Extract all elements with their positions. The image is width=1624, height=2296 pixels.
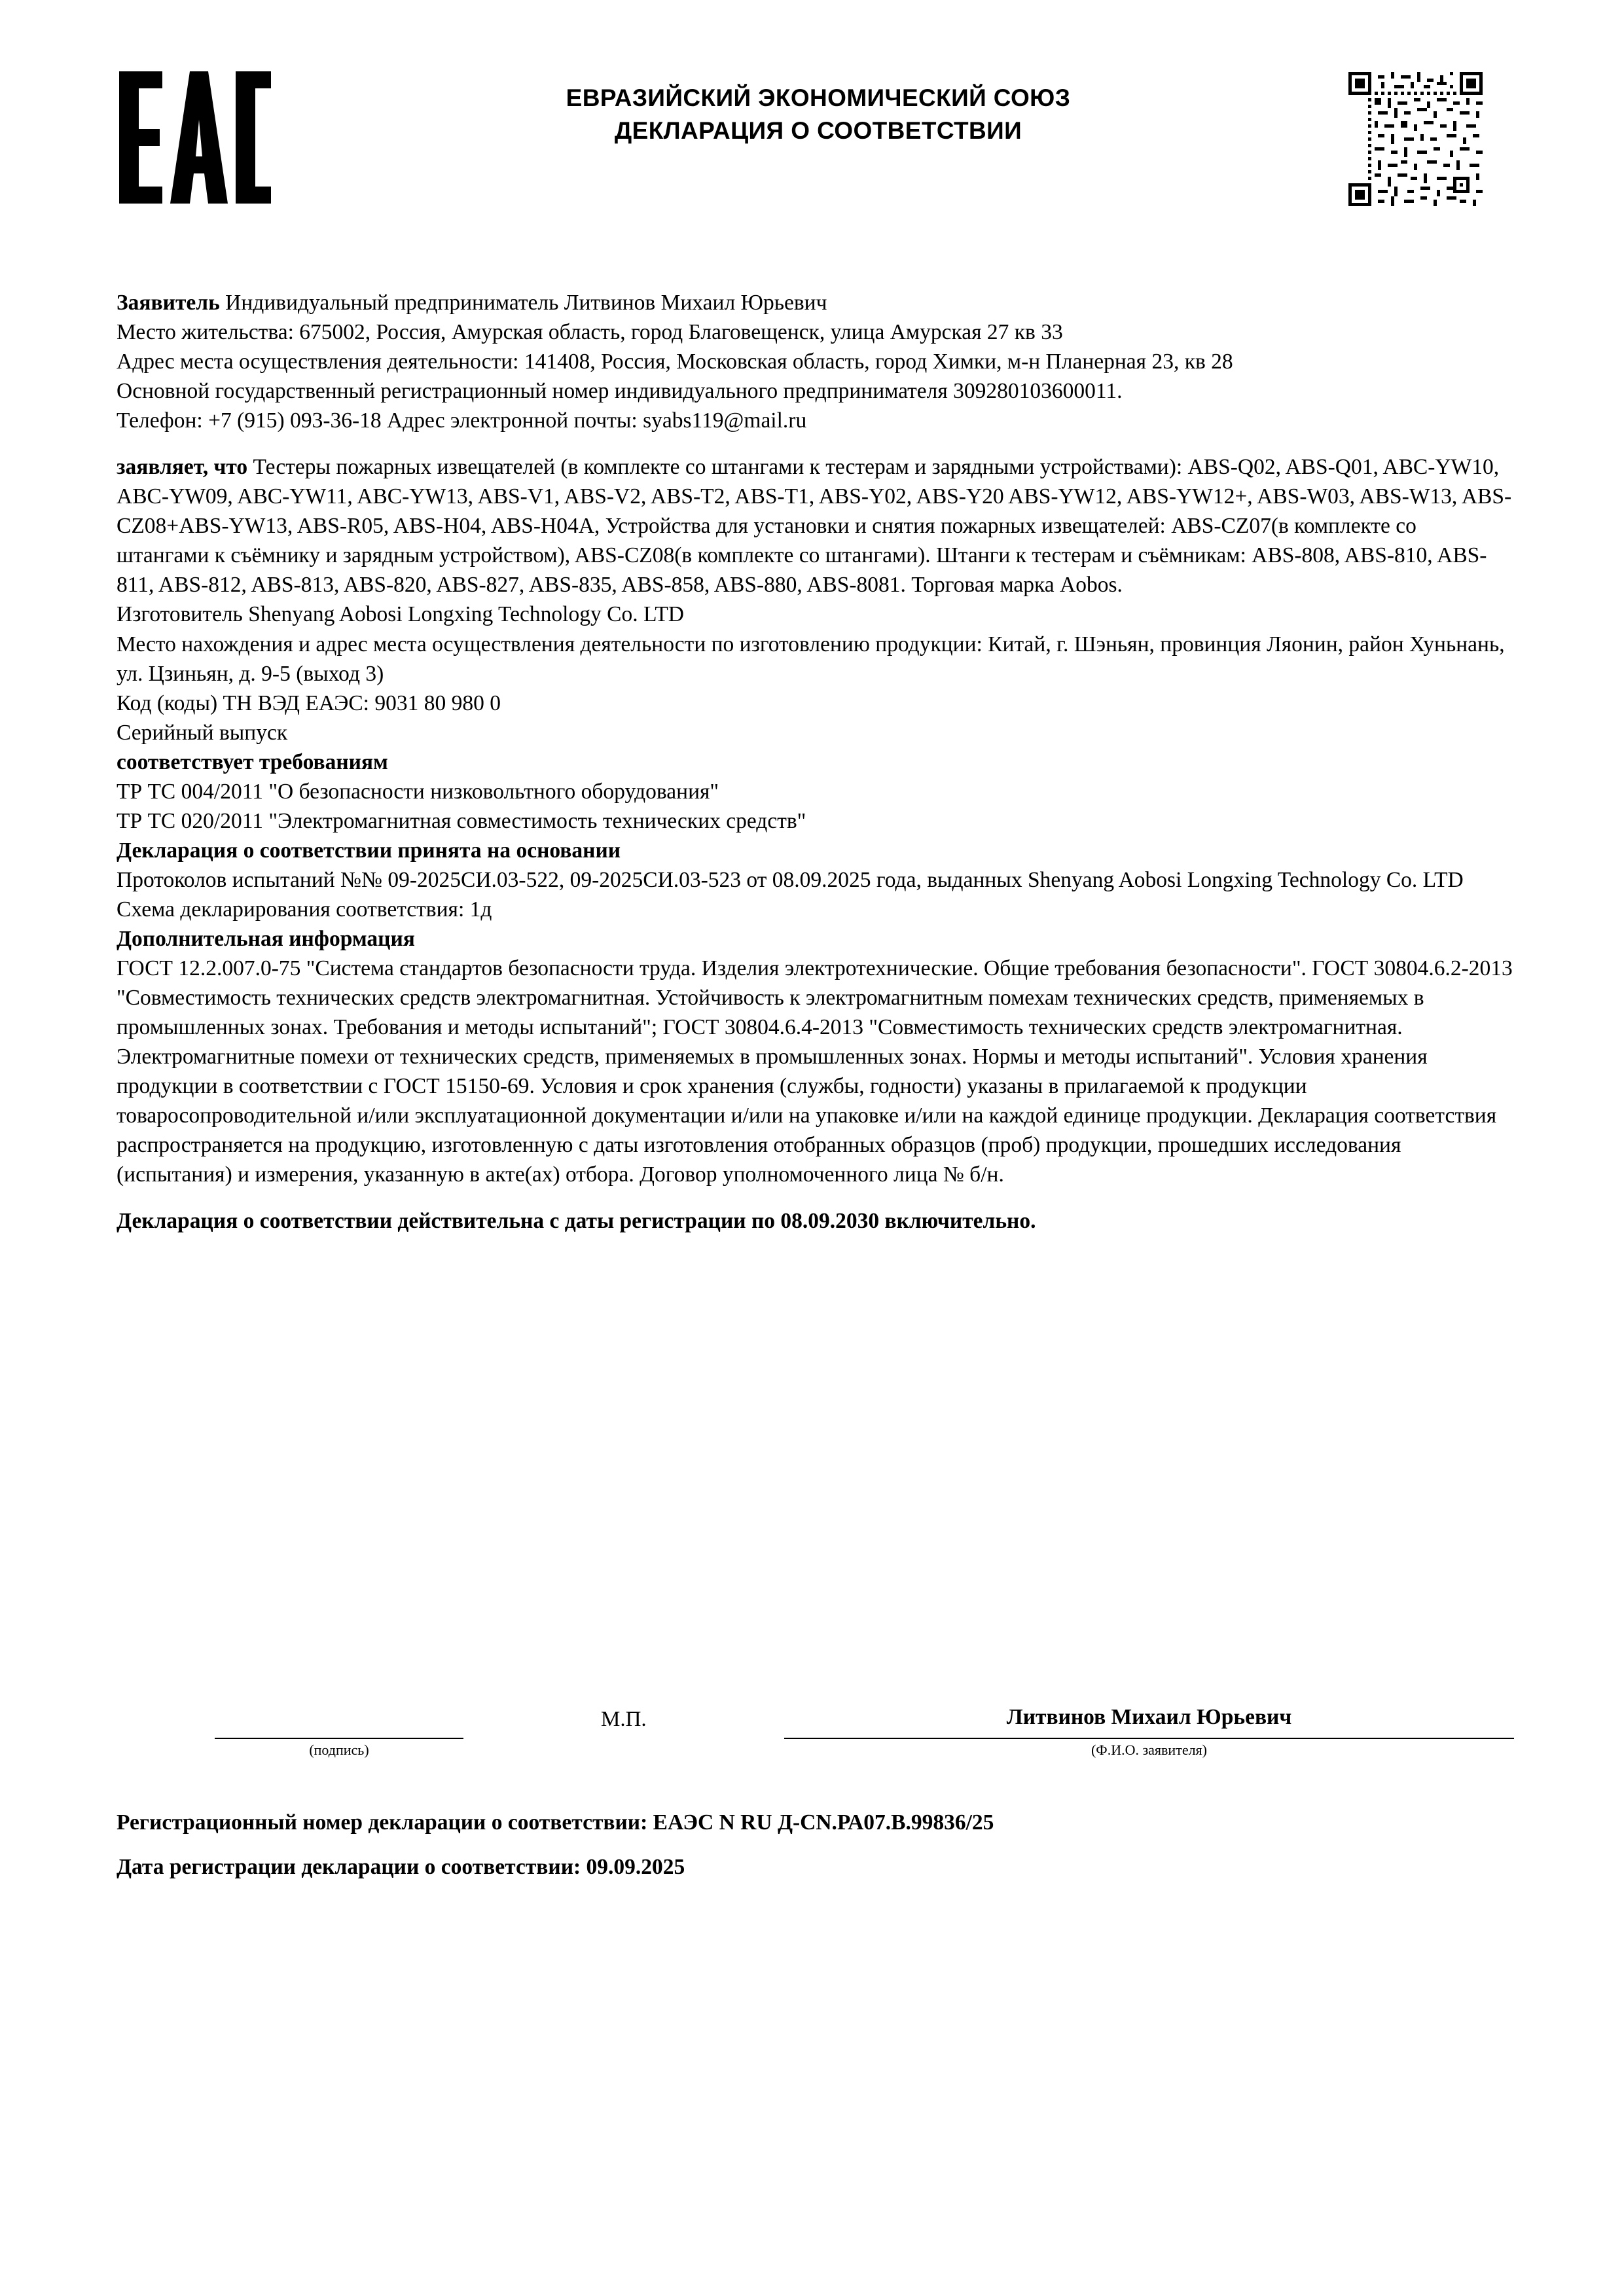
applicant-name-line bbox=[784, 1738, 1514, 1739]
stamp-label: М.П. bbox=[601, 1708, 647, 1731]
applicant-name-caption: (Ф.И.О. заявителя) bbox=[1091, 1742, 1208, 1758]
declares-label: заявляет, что bbox=[117, 455, 248, 480]
registration-number-label: Регистрационный номер декларации о соответствии: bbox=[117, 1810, 653, 1835]
additional-info-label: Дополнительная информация bbox=[117, 926, 415, 951]
validity-text: Декларация о соответствии действительна с даты регистрации по 08.09.2030 включительно. bbox=[117, 1209, 1036, 1234]
page-title bbox=[367, 82, 1270, 147]
applicant-ogrnip: Основной государственный регистрационный номер индивидуального предпринимателя 309280103600011. bbox=[117, 379, 1123, 404]
registration-date-value: 09.09.2025 bbox=[586, 1855, 685, 1880]
production-type: Серийный выпуск bbox=[117, 720, 288, 745]
applicant-name: Индивидуальный предприниматель Литвинов Михаил Юрьевич bbox=[219, 291, 827, 315]
registration-number-value: ЕАЭС N RU Д-CN.РА07.В.99836/25 bbox=[653, 1810, 994, 1835]
signature-line bbox=[215, 1738, 463, 1739]
conformity-item-0: ТР ТС 004/2011 "О безопасности низковольтного оборудования" bbox=[117, 779, 719, 804]
declares-product: Тестеры пожарных извещателей (в комплекте со штангами к тестерам и зарядными устройствами): ABS-Q02, ABS-Q01, ABC-YW10, ABC-YW09, ABC-YW11, ABC-YW13, ABS-V1, ABS-V2, ABS-T2, ABS-T1, ABS-Y02, ABS-Y20 ABS-YW12, ABS-YW12+, ABS-W03, ABS-W13, ABS-CZ08+ABS-YW13, ABS-R05, ABS-H04, ABS-H04A, Устройства для установки и снятия пожарных извещателей: ABS-CZ07(в комплекте со штангами к съёмнику и зарядным устройством), ABS-CZ08(в комплекте со штангами). Штанги к тестерам и съёмникам: ABS-808, ABS-810, ABS-811, ABS-812, ABS-813, ABS-820, ABS-827, ABS-835, ABS-858, ABS-880, ABS-8081. Торговая марка Aobos. bbox=[117, 455, 1512, 598]
registration-date-label: Дата регистрации декларации о соответствии: bbox=[117, 1855, 586, 1880]
document-body bbox=[117, 288, 1514, 1236]
manufacturer-address: Место нахождения и адрес места осуществления деятельности по изготовлению продукции: Китай, г. Шэньян, провинция Ляонин, район Хуньнань, ул. Цзиньян, д. 9-5 (выход 3) bbox=[117, 632, 1505, 686]
signature-block bbox=[117, 1698, 1514, 1784]
conformity-item-1: ТР ТС 020/2011 "Электромагнитная совместимость технических средств" bbox=[117, 808, 806, 833]
signature-caption: (подпись) bbox=[309, 1742, 369, 1758]
tnved-code: Код (коды) ТН ВЭД ЕАЭС: 9031 80 980 0 bbox=[117, 691, 501, 715]
applicant-label: Заявитель bbox=[117, 291, 220, 315]
title-line-2: ДЕКЛАРАЦИЯ О СООТВЕТСТВИИ bbox=[614, 117, 1022, 144]
basis-label: Декларация о соответствии принята на основании bbox=[117, 838, 621, 863]
declares-line bbox=[117, 452, 1514, 600]
qr-code-icon bbox=[1348, 72, 1483, 206]
applicant-line bbox=[117, 288, 1514, 317]
declaration-scheme: Схема декларирования соответствия: 1д bbox=[117, 897, 492, 922]
basis-text: Протоколов испытаний №№ 09-2025СИ.03-522, 09-2025СИ.03-523 от 08.09.2025 года, выданных Shenyang Aobosi Longxing Technology Co. LTD bbox=[117, 867, 1464, 892]
eac-mark-icon bbox=[117, 69, 274, 206]
registration-number-row bbox=[117, 1806, 1514, 1839]
manufacturer: Изготовитель Shenyang Aobosi Longxing Technology Co. LTD bbox=[117, 602, 684, 627]
registration-date-row bbox=[117, 1851, 1514, 1884]
applicant-signature-name: Литвинов Михаил Юрьевич bbox=[1006, 1705, 1292, 1729]
applicant-contacts: Телефон: +7 (915) 093-36-18 Адрес электронной почты: syabs119@mail.ru bbox=[117, 408, 807, 433]
applicant-residence: Место жительства: 675002, Россия, Амурская область, город Благовещенск, улица Амурская 27 кв 33 bbox=[117, 320, 1063, 345]
registration-block bbox=[117, 1806, 1514, 1896]
conformity-label: соответствует требованиям bbox=[117, 749, 388, 774]
document-header bbox=[0, 62, 1624, 213]
title-line-1: ЕВРАЗИЙСКИЙ ЭКОНОМИЧЕСКИЙ СОЮЗ bbox=[566, 84, 1071, 111]
applicant-activity-address: Адрес места осуществления деятельности: 141408, Россия, Московская область, город Химки, м-н Планерная 23, кв 28 bbox=[117, 350, 1233, 374]
additional-info-text: ГОСТ 12.2.007.0-75 "Система стандартов безопасности труда. Изделия электротехнические. Общие требования безопасности". ГОСТ 30804.6.2-2013 "Совместимость технических средств электромагнитная. Устойчивость к электромагнитным помехам технических средств, применяемых в промышленных зонах. Требования и методы испытаний"; ГОСТ 30804.6.4-2013 "Совместимость технических средств электромагнитная. Электромагнитные помехи от технических средств, применяемых в промышленных зонах. Нормы и методы испытаний". Условия хранения продукции в соответствии с ГОСТ 15150-69. Условия и срок хранения (службы, годности) указаны в прилагаемой к продукции товаросопроводительной и/или эксплуатационной документации и/или на упаковке и/или на каждой единице продукции. Декларация соответствия распространяется на продукцию, изготовленную с даты изготовления отобранных образцов (проб) продукции, прошедших исследования (испытания) и измерения, указанную в акте(ах) отбора. Договор уполномоченного лица № б/н. bbox=[117, 956, 1513, 1187]
